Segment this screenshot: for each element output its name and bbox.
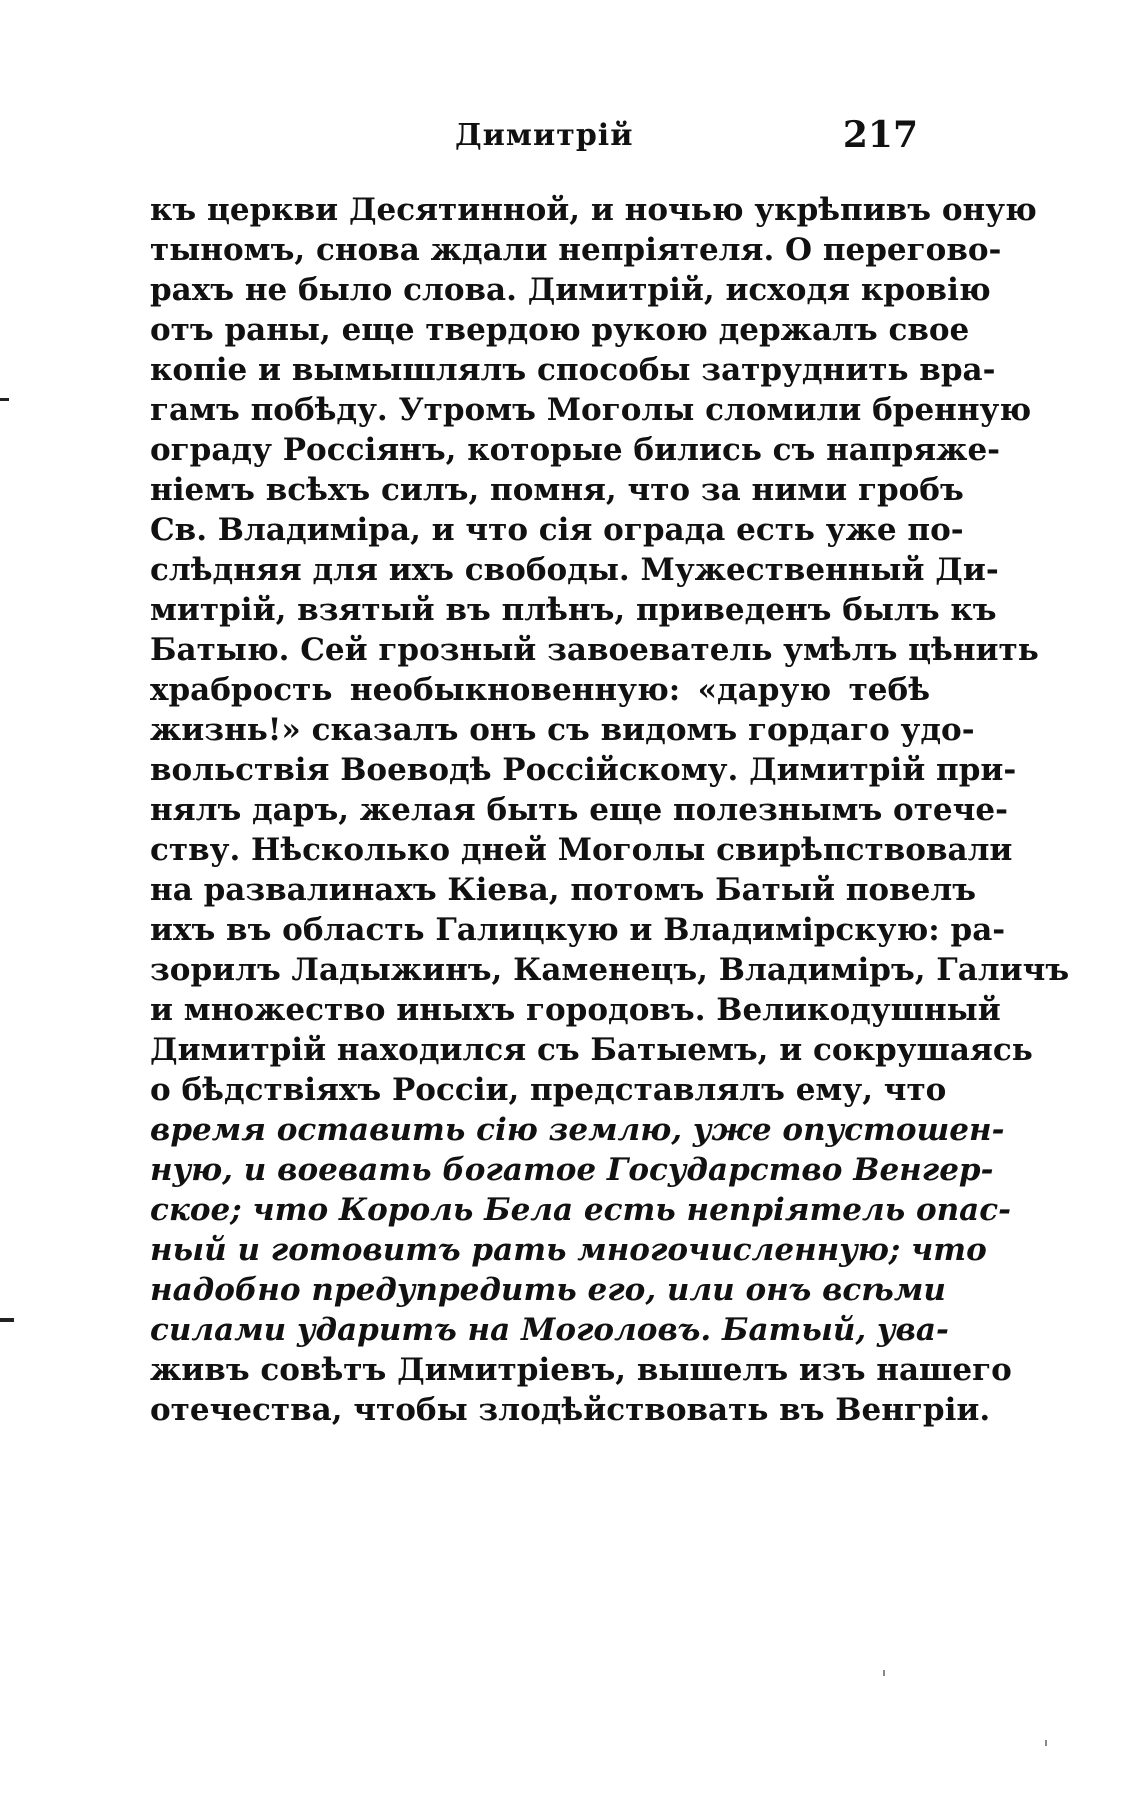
text-line: тыномъ, снова ждали непріятеля. О перегово- xyxy=(150,232,1002,268)
margin-mark xyxy=(0,398,9,401)
text-line: о бѣдствіяхъ Россіи, представлялъ ему, что xyxy=(150,1072,947,1108)
text-line: ихъ въ область Галицкую и Владимірскую: ра- xyxy=(150,912,1006,948)
text-line: нялъ даръ, желая быть еще полезнымъ отече- xyxy=(150,792,1008,828)
body-text xyxy=(150,190,1070,1430)
text-line: на развалинахъ Кіева, потомъ Батый повелъ xyxy=(150,872,976,908)
text-line: Димитрій находился съ Батыемъ, и сокрушаясь xyxy=(150,1032,1033,1068)
text-line: жизнь!» сказалъ онъ съ видомъ гордаго удо- xyxy=(150,712,975,748)
text-line: слѣдняя для ихъ свободы. Мужественный Ди- xyxy=(150,552,999,588)
text-line: время оставить сію землю, уже опустошен- xyxy=(150,1112,1005,1148)
paper-speck xyxy=(1045,1740,1047,1746)
text-line: отъ раны, еще твердою рукою держалъ свое xyxy=(150,312,970,348)
text-line: ству. Нѣсколько дней Моголы свирѣпствовали xyxy=(150,832,1013,868)
text-line: храбрость необыкновенную: «дарую тебѣ xyxy=(150,672,930,708)
text-line: вольствія Воеводѣ Россійскому. Димитрій при- xyxy=(150,752,1017,788)
text-line: надобно предупредить его, или онъ всѣми xyxy=(150,1272,946,1308)
page-number: 217 xyxy=(842,114,918,156)
running-title: Димитрій xyxy=(455,118,634,153)
text-line: ный и готовитъ рать многочисленную; что xyxy=(150,1232,987,1268)
text-line: рахъ не было слова. Димитрій, исходя кровію xyxy=(150,272,991,308)
text-line: Св. Владиміра, и что сія ограда есть уже по- xyxy=(150,512,964,548)
text-line: гамъ побѣду. Утромъ Моголы сломили бренную xyxy=(150,392,1032,428)
text-line: ограду Россіянъ, которые бились съ напряже- xyxy=(150,432,1001,468)
text-line: ную, и воевать богатое Государство Венгер- xyxy=(150,1152,994,1188)
text-line: силами ударитъ на Моголовъ. Батый, ува- xyxy=(150,1312,949,1348)
text-line: живъ совѣтъ Димитріевъ, вышелъ изъ нашего xyxy=(150,1352,1012,1388)
text-line: ніемъ всѣхъ силъ, помня, что за ними гробъ xyxy=(150,472,964,508)
margin-mark xyxy=(0,1318,14,1322)
text-line: ское; что Король Бела есть непріятель опас- xyxy=(150,1192,1011,1228)
text-line: къ церкви Десятинной, и ночью укрѣпивъ оную xyxy=(150,192,1037,228)
text-line: копіе и вымышлялъ способы затруднить вра- xyxy=(150,352,996,388)
paper-speck xyxy=(883,1670,885,1676)
text-line: Батыю. Сей грозный завоеватель умѣлъ цѣнить xyxy=(150,632,1039,668)
text-line: митрій, взятый въ плѣнъ, приведенъ былъ къ xyxy=(150,592,997,628)
text-line: зорилъ Ладыжинъ, Каменецъ, Владиміръ, Галичъ xyxy=(150,952,1070,988)
text-line: отечества, чтобы злодѣйствовать въ Венгріи. xyxy=(150,1392,991,1428)
text-line: и множество иныхъ городовъ. Великодушный xyxy=(150,992,1001,1028)
page-header xyxy=(150,114,930,168)
